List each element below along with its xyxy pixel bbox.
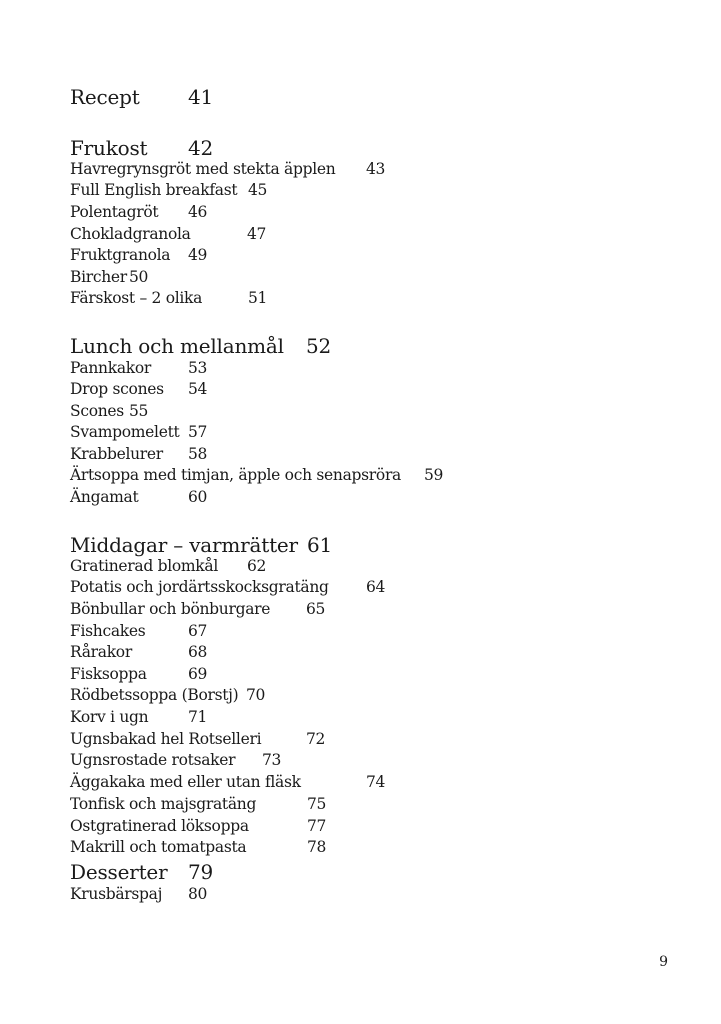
toc-entry [70, 665, 208, 683]
toc-entry [70, 885, 208, 903]
entry-title: Rödbetssoppa (Borstj) [70, 686, 239, 704]
entry-title: Chokladgranola [70, 225, 191, 243]
toc-entry [70, 795, 327, 813]
entry-page-number: 67 [188, 622, 208, 640]
entry-page-number: 73 [262, 751, 282, 769]
section-heading-desserter [70, 860, 214, 884]
toc-entry [70, 225, 267, 243]
toc-entry [70, 751, 282, 769]
toc-entry [70, 466, 444, 484]
toc-entry [70, 622, 208, 640]
toc-entry [70, 181, 268, 199]
entry-title: Fishcakes [70, 622, 146, 640]
toc-entry [70, 643, 208, 661]
toc-entry [70, 289, 268, 307]
entry-title: Polentagröt [70, 203, 159, 221]
entry-title: Bircher [70, 268, 127, 286]
entry-title: Äggakaka med eller utan fläsk [70, 773, 301, 791]
section-heading-recept [70, 85, 214, 109]
toc-entry [70, 160, 386, 178]
entry-page-number: 72 [306, 730, 326, 748]
section-title: Lunch och mellanmål [70, 334, 284, 358]
section-title: Recept [70, 85, 140, 109]
table-of-contents [70, 0, 710, 1024]
toc-entry [70, 246, 208, 264]
entry-title: Svampomelett [70, 423, 180, 441]
entry-page-number: 57 [188, 423, 208, 441]
section-title: Desserter [70, 860, 168, 884]
toc-entry [70, 380, 208, 398]
entry-title: Scones [70, 402, 124, 420]
toc-entry [70, 423, 208, 441]
page-number: 9 [659, 954, 668, 970]
entry-page-number: 70 [246, 686, 266, 704]
entry-title: Ugnsbakad hel Rotselleri [70, 730, 262, 748]
entry-page-number: 65 [306, 600, 326, 618]
entry-page-number: 55 [129, 402, 149, 420]
entry-title: Potatis och jordärtsskocksgratäng [70, 578, 329, 596]
toc-entry [70, 600, 326, 618]
entry-page-number: 53 [188, 359, 208, 377]
entry-title: Fruktgranola [70, 246, 171, 264]
entry-page-number: 47 [247, 225, 267, 243]
toc-entry [70, 488, 208, 506]
entry-page-number: 80 [188, 885, 208, 903]
entry-page-number: 46 [188, 203, 208, 221]
entry-page-number: 74 [366, 773, 386, 791]
entry-title: Färskost – 2 olika [70, 289, 203, 307]
entry-title: Gratinerad blomkål [70, 557, 218, 575]
entry-page-number: 69 [188, 665, 208, 683]
entry-page-number: 54 [188, 380, 208, 398]
entry-title: Pannkakor [70, 359, 152, 377]
section-title: Middagar – varmrätter [70, 533, 298, 557]
entry-page-number: 64 [366, 578, 386, 596]
entry-title: Havregrynsgröt med stekta äpplen [70, 160, 336, 178]
section-page-number: 79 [188, 860, 214, 884]
entry-page-number: 60 [188, 488, 208, 506]
entry-page-number: 75 [307, 795, 327, 813]
toc-entry [70, 359, 208, 377]
toc-entry [70, 817, 327, 835]
toc-entry [70, 268, 149, 286]
section-page-number: 52 [306, 334, 332, 358]
entry-page-number: 62 [247, 557, 267, 575]
toc-entry [70, 203, 208, 221]
toc-entry [70, 838, 327, 856]
entry-page-number: 49 [188, 246, 208, 264]
entry-title: Makrill och tomatpasta [70, 838, 247, 856]
section-page-number: 42 [188, 136, 214, 160]
entry-title: Fisksoppa [70, 665, 147, 683]
entry-title: Bönbullar och bönburgare [70, 600, 271, 618]
entry-page-number: 68 [188, 643, 208, 661]
toc-entry [70, 686, 266, 704]
entry-page-number: 77 [307, 817, 327, 835]
entry-page-number: 51 [248, 289, 268, 307]
entry-page-number: 45 [248, 181, 268, 199]
section-page-number: 61 [307, 533, 333, 557]
toc-entry [70, 773, 386, 791]
toc-entry [70, 402, 149, 420]
entry-title: Ängamat [70, 488, 139, 506]
entry-title: Rårakor [70, 643, 132, 661]
section-heading-frukost [70, 136, 214, 160]
entry-page-number: 43 [366, 160, 386, 178]
toc-entry [70, 708, 208, 726]
section-title: Frukost [70, 136, 148, 160]
entry-title: Ugnsrostade rotsaker [70, 751, 236, 769]
entry-page-number: 58 [188, 445, 208, 463]
entry-page-number: 50 [129, 268, 149, 286]
section-heading-lunch [70, 334, 332, 358]
entry-title: Ostgratinerad löksoppa [70, 817, 249, 835]
entry-page-number: 59 [424, 466, 444, 484]
toc-entry [70, 557, 267, 575]
entry-page-number: 78 [307, 838, 327, 856]
entry-title: Drop scones [70, 380, 164, 398]
toc-entry [70, 445, 208, 463]
entry-page-number: 71 [188, 708, 208, 726]
entry-title: Ärtsoppa med timjan, äpple och senapsröra [70, 466, 402, 484]
toc-entry [70, 730, 326, 748]
entry-title: Krusbärspaj [70, 885, 163, 903]
entry-title: Full English breakfast [70, 181, 238, 199]
entry-title: Korv i ugn [70, 708, 149, 726]
section-heading-middagar [70, 533, 333, 557]
entry-title: Tonfisk och majsgratäng [70, 795, 257, 813]
entry-title: Krabbelurer [70, 445, 163, 463]
section-page-number: 41 [188, 85, 214, 109]
toc-entry [70, 578, 386, 596]
